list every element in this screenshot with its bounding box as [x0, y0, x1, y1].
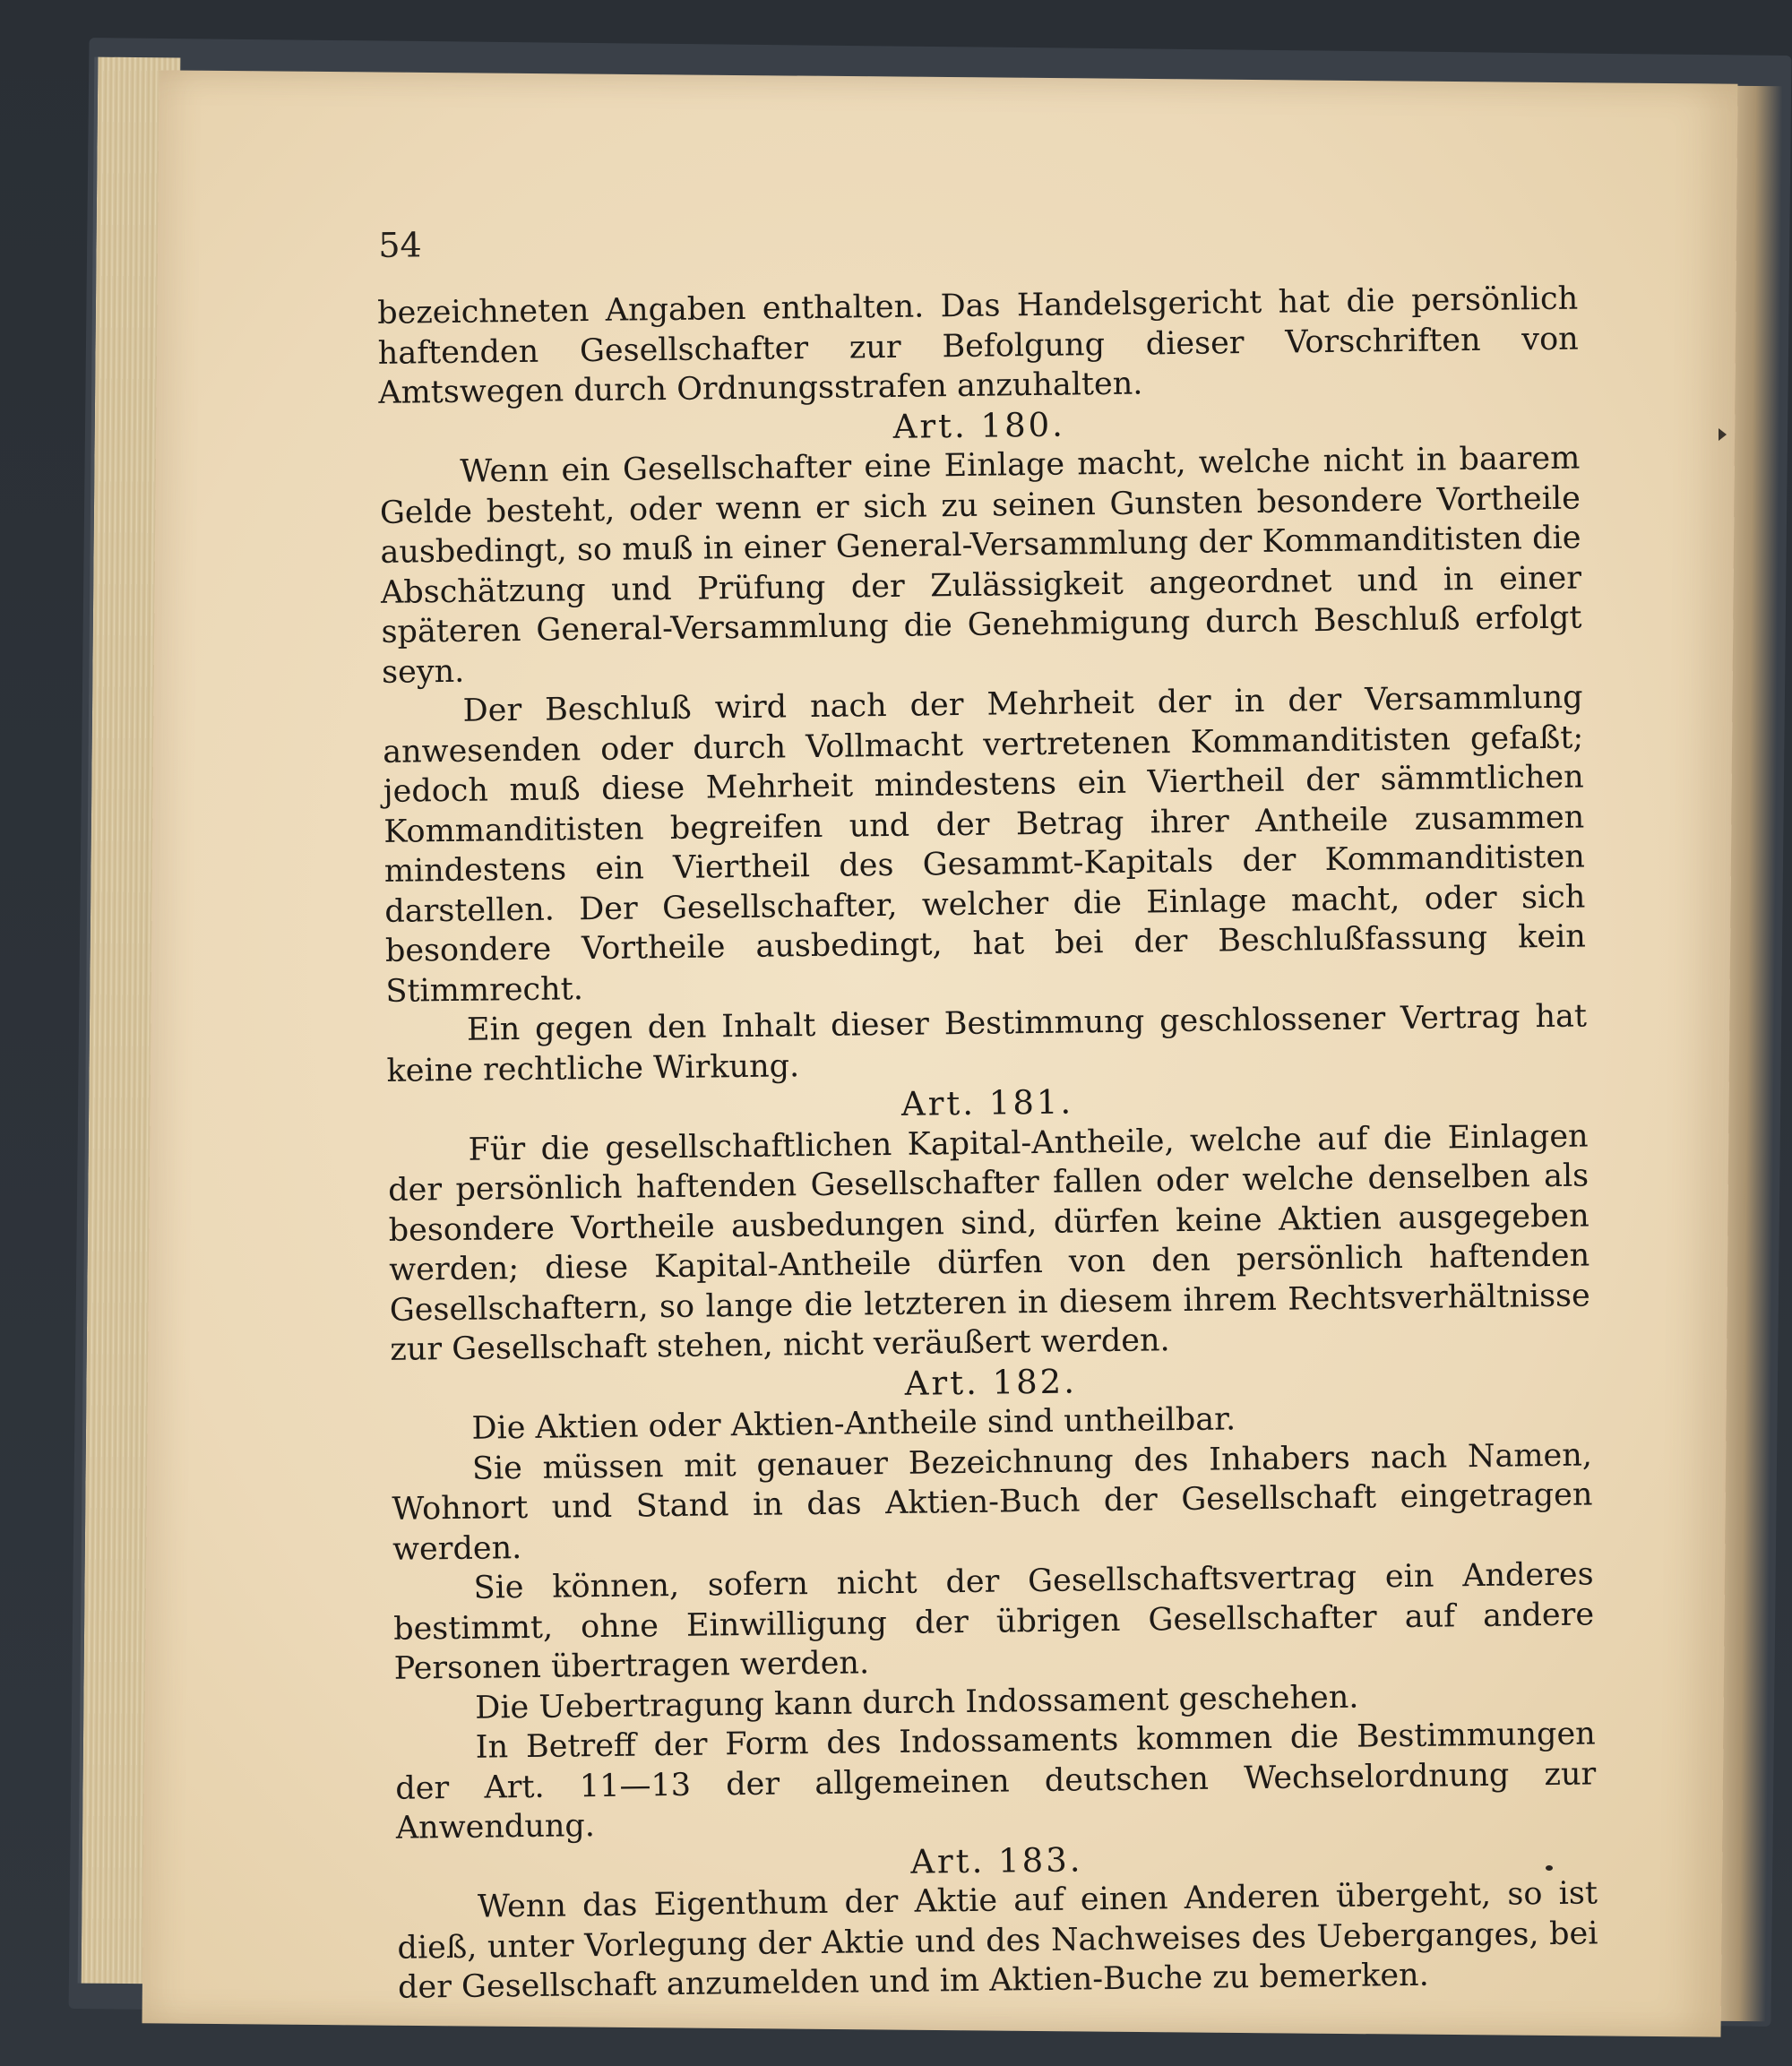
article-heading: Art. 183.: [910, 1839, 1083, 1881]
paragraph: bezeichneten Angaben enthalten. Das Handelsgericht hat die persönlich haftenden Gesellschafter zur Befolgung dieser Vorschriften von Amtswegen durch Ordnungsstrafen anzuhalten.: [376, 280, 1579, 411]
article-heading: Art. 182.: [904, 1361, 1078, 1403]
paragraph: Die Uebertragung kann durch Indossament geschehen.: [475, 1679, 1359, 1726]
article-heading: Art. 180.: [892, 405, 1066, 446]
paragraph: Für die gesellschaftlichen Kapital-Antheile, welche auf die Einlagen der persönlich haftenden Gesellschafter fallen oder welche denselben als besondere Vortheile ausbedungen sind, dürfen keine Aktien ausgegeben werden; diese Kapital-Antheile dürfen von den persönlich haftenden Gesellschaftern, so lange die letzteren in diesem ihrem Rechtsverhältnisse zur Gesellschaft stehen, nicht veräußert werden.: [387, 1117, 1590, 1368]
ink-speck: [1546, 1865, 1553, 1871]
paragraph: Ein gegen den Inhalt dieser Bestimmung geschlossener Vertrag hat keine rechtliche Wirkung.: [386, 998, 1588, 1089]
paragraph: Wenn ein Gesellschafter eine Einlage macht, welche nicht in baarem Gelde besteht, oder wenn er sich zu seinen Gunsten besondere Vortheile ausbedingt, so muß in einer General-Versammlung der Kommanditisten die Abschätzung und Prüfung der Zulässigkeit angeordnet und in einer späteren General-Versammlung die Genehmigung durch Beschluß erfolgt seyn.: [379, 440, 1582, 691]
margin-mark: [1719, 428, 1727, 441]
paragraph: Der Beschluß wird nach der Mehrheit der in der Versammlung anwesenden oder durch Vollmacht vertretenen Kommanditisten gefaßt; jedoch muß diese Mehrheit mindestens ein Viertheil der sämmtlichen Kommanditisten begreifen und der Betrag ihrer Antheile zusammen mindestens ein Viertheil des Gesammt-Kapitals der Kommanditisten darstellen. Der Gesellschafter, welcher die Einlage macht, oder sich besondere Vortheile ausbedingt, hat bei der Beschlußfassung kein Stimmrecht.: [382, 679, 1587, 1010]
article-heading: Art. 181.: [900, 1082, 1074, 1123]
paragraph: Sie können, sofern nicht der Gesellschaftsvertrag ein Anderes bestimmt, ohne Einwilligung der übrigen Gesellschafter auf andere Personen übertragen werden.: [392, 1556, 1595, 1687]
page-number: 54: [378, 225, 422, 265]
paragraph: Sie müssen mit genauer Bezeichnung des Inhabers nach Namen, Wohnort und Stand in das Aktien-Buch der Gesellschaft eingetragen werden.: [392, 1436, 1593, 1568]
body-text: [377, 280, 1598, 2009]
paragraph: Die Aktien oder Aktien-Antheile sind untheilbar.: [471, 1401, 1236, 1447]
paragraph: In Betreff der Form des Indossaments kommen die Bestimmungen der Art. 11—13 der allgemeinen deutschen Wechselordnung zur Anwendung.: [395, 1716, 1597, 1846]
paragraph: Wenn das Eigenthum der Aktie auf einen Anderen übergeht, so ist dieß, unter Vorlegung der Aktie und des Nachweises des Ueberganges, bei der Gesellschaft anzumelden und im Aktien-Buche zu bemerken.: [397, 1875, 1598, 2006]
